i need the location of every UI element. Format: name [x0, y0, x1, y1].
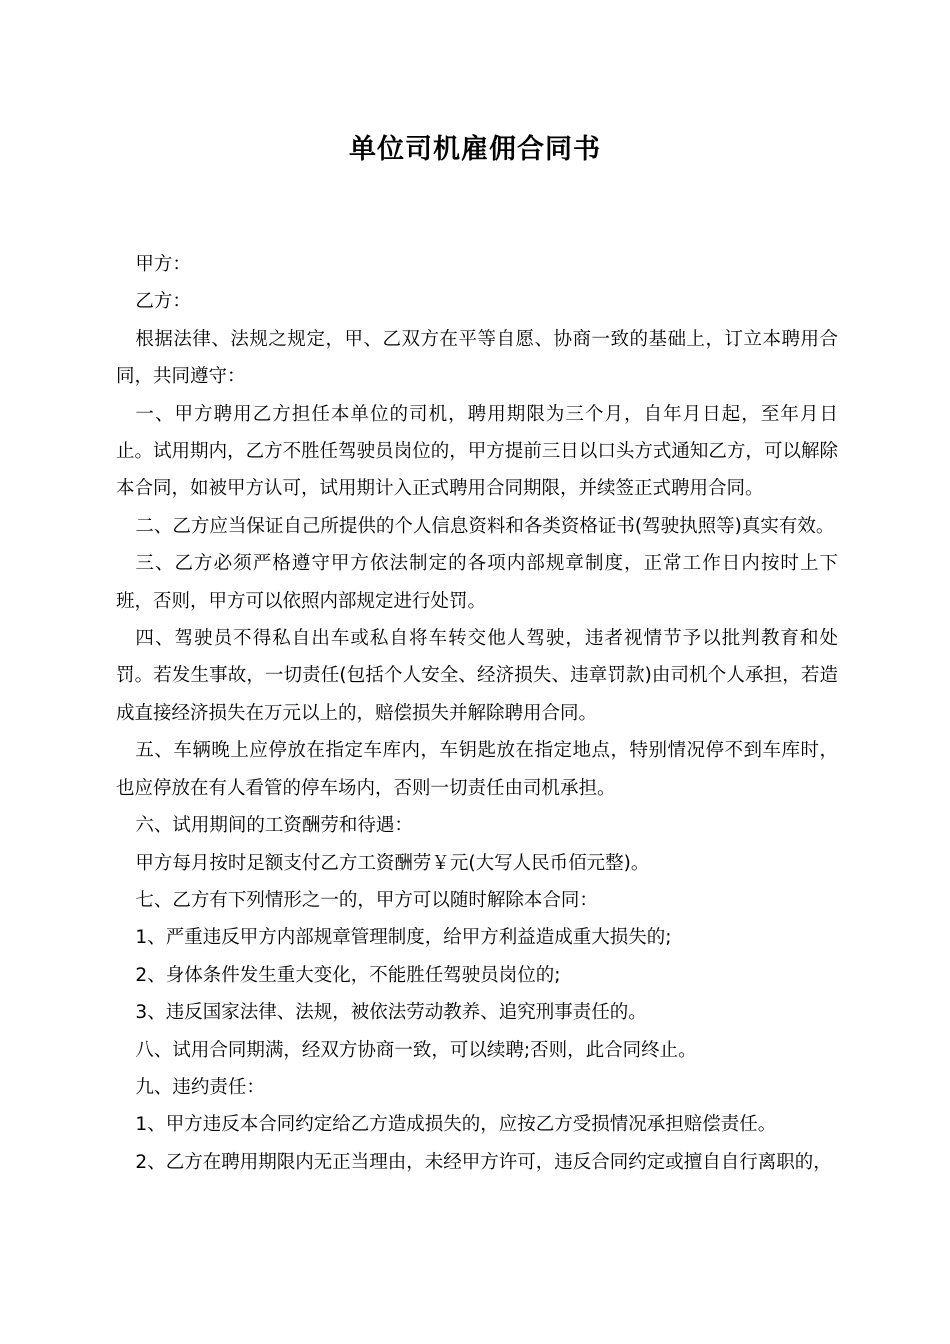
clause-9: 九、违约责任： — [135, 1076, 265, 1098]
clause-1: 一、甲方聘用乙方担任本单位的司机，聘用期限为三个月，自年月日起，至年月日止。试用期内，乙方不胜任驾驶员岗位的，甲方提前三日以口头方式通知乙方，可以解除本合同，如被甲方认可，试用期计入正式聘用合同期限，并续签正式聘用合同。 — [116, 403, 838, 500]
clause-3: 三、乙方必须严格遵守甲方依法制定的各项内部规章制度，正常工作日内按时上下班，否则，甲方可以依照内部规定进行处罚。 — [116, 553, 838, 612]
clause-7-item-2: 2、身体条件发生重大变化，不能胜任驾驶员岗位的; — [135, 964, 561, 986]
clause-2: 二、乙方应当保证自己所提供的个人信息资料和各类资格证书(驾驶执照等)真实有效。 — [135, 515, 835, 537]
party-a-line: 甲方： — [135, 254, 191, 275]
clause-6-detail: 甲方每月按时足额支付乙方工资酬劳￥元(大写人民币佰元整)。 — [135, 852, 650, 874]
clause-6: 六、试用期间的工资酬劳和待遇： — [135, 815, 413, 837]
clause-7-item-1: 1、严重违反甲方内部规章管理制度，给甲方利益造成重大损失的; — [135, 927, 672, 949]
document-title: 单位司机雇佣合同书 — [349, 134, 601, 165]
clause-7-item-3: 3、违反国家法律、法规，被依法劳动教养、追究刑事责任的。 — [135, 1002, 647, 1024]
party-b-line: 乙方： — [135, 291, 191, 313]
preamble-paragraph: 根据法律、法规之规定，甲、乙双方在平等自愿、协商一致的基础上，订立本聘用合同，共同遵守： — [116, 328, 838, 388]
clause-5: 五、车辆晚上应停放在指定车库内，车钥匙放在指定地点，特别情况停不到车库时，也应停放在有人看管的停车场内，否则一切责任由司机承担。 — [116, 740, 838, 799]
document-body — [116, 246, 838, 1181]
clause-8: 八、试用合同期满，经双方协商一致，可以续聘;否则，此合同终止。 — [135, 1039, 697, 1061]
clause-7: 七、乙方有下列情形之一的，甲方可以随时解除本合同： — [135, 889, 598, 911]
clause-4: 四、驾驶员不得私自出车或私自将车转交他人驾驶，违者视情节予以批判教育和处罚。若发生事故，一切责任(包括个人安全、经济损失、违章罚款)由司机个人承担，若造成直接经济损失在万元以上的，赔偿损失并解除聘用合同。 — [116, 628, 838, 724]
clause-9-item-1: 1、甲方违反本合同约定给乙方造成损失的，应按乙方受损情况承担赔偿责任。 — [135, 1114, 777, 1136]
clause-9-item-2: 2、乙方在聘用期限内无正当理由，未经甲方许可，违反合同约定或擅自自行离职的， — [135, 1151, 832, 1173]
